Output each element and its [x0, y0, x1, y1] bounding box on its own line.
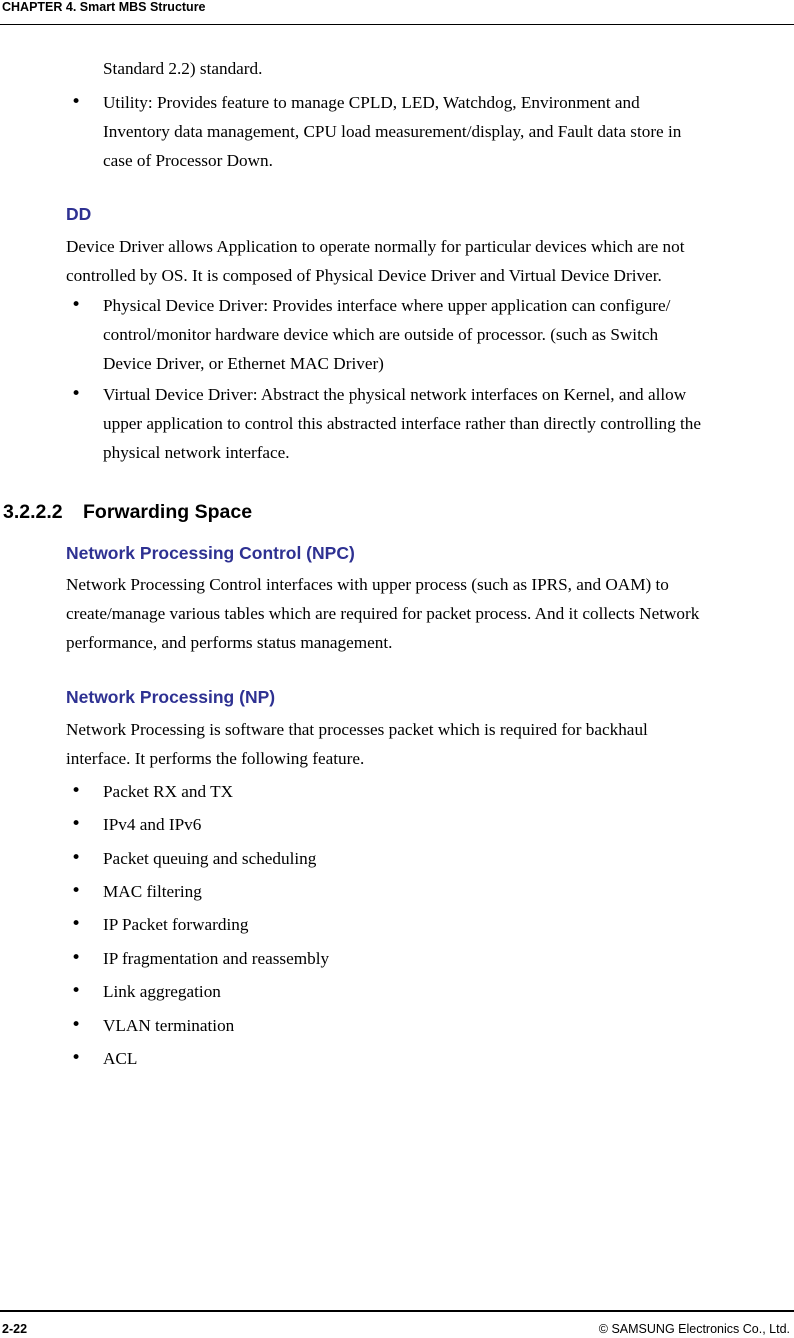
bullet-feature-4: •	[71, 881, 82, 901]
dd-paragraph: Device Driver allows Application to operate normally for particular devices which are not controlled by OS. It is composed of Physical Device Driver and Virtual Device Driver.	[66, 237, 685, 285]
npc-paragraph: Network Processing Control interfaces with upper process (such as IPRS, and OAM) to create/manage various tables which are required for packet process. And it collects Network performance, and performs status management.	[66, 575, 700, 652]
feature-item: MAC filtering	[103, 882, 202, 901]
bullet-feature-1: •	[71, 781, 82, 801]
bullet-feature-9: •	[71, 1048, 82, 1068]
feature-item: Packet queuing and scheduling	[103, 849, 317, 868]
section-heading	[3, 499, 252, 525]
chapter-title: CHAPTER 4. Smart MBS Structure	[2, 0, 206, 14]
utility-item: Utility: Provides feature to manage CPLD, LED, Watchdog, Environment and Inventory data management, CPU load measurement/display, and Fault data store in case of Processor Down.	[103, 93, 682, 170]
np-heading: Network Processing (NP)	[66, 687, 276, 707]
bullet-utility: •	[71, 92, 82, 112]
section-number: 3.2.2.2	[3, 501, 63, 523]
bullet-feature-2: •	[71, 814, 82, 834]
feature-item: ACL	[103, 1049, 138, 1068]
npc-heading: Network Processing Control (NPC)	[66, 543, 355, 563]
bullet-feature-7: •	[71, 981, 82, 1001]
bullet-virtual: •	[71, 384, 82, 404]
np-paragraph: Network Processing is software that processes packet which is required for backhaul interface. It performs the following feature.	[66, 720, 648, 768]
bullet-feature-6: •	[71, 948, 82, 968]
bullet-feature-8: •	[71, 1015, 82, 1035]
feature-item: Link aggregation	[103, 982, 221, 1001]
feature-item: IP fragmentation and reassembly	[103, 949, 330, 968]
feature-item: Packet RX and TX	[103, 782, 233, 801]
feature-item: IPv4 and IPv6	[103, 815, 202, 834]
section-title: Forwarding Space	[83, 501, 253, 523]
continuation-line: Standard 2.2) standard.	[103, 59, 263, 78]
copyright: © SAMSUNG Electronics Co., Ltd.	[598, 1322, 790, 1336]
bullet-physical: •	[71, 295, 82, 315]
dd-heading: DD	[66, 204, 92, 224]
page-number: 2-22	[2, 1322, 28, 1336]
page-header	[0, 0, 794, 25]
feature-item: IP Packet forwarding	[103, 915, 249, 934]
physical-device-driver-item: Physical Device Driver: Provides interface where upper application can configure/ control/monitor hardware device which are outside of processor. (such as Switch Device Driver, or Ethernet MAC Driver)	[103, 296, 671, 373]
bullet-feature-5: •	[71, 914, 82, 934]
virtual-device-driver-item: Virtual Device Driver: Abstract the physical network interfaces on Kernel, and allow upper application to control this abstracted interface rather than directly controlling the physical network interface.	[103, 385, 701, 462]
page-footer	[0, 1310, 794, 1338]
feature-item: VLAN termination	[103, 1016, 235, 1035]
bullet-feature-3: •	[71, 848, 82, 868]
